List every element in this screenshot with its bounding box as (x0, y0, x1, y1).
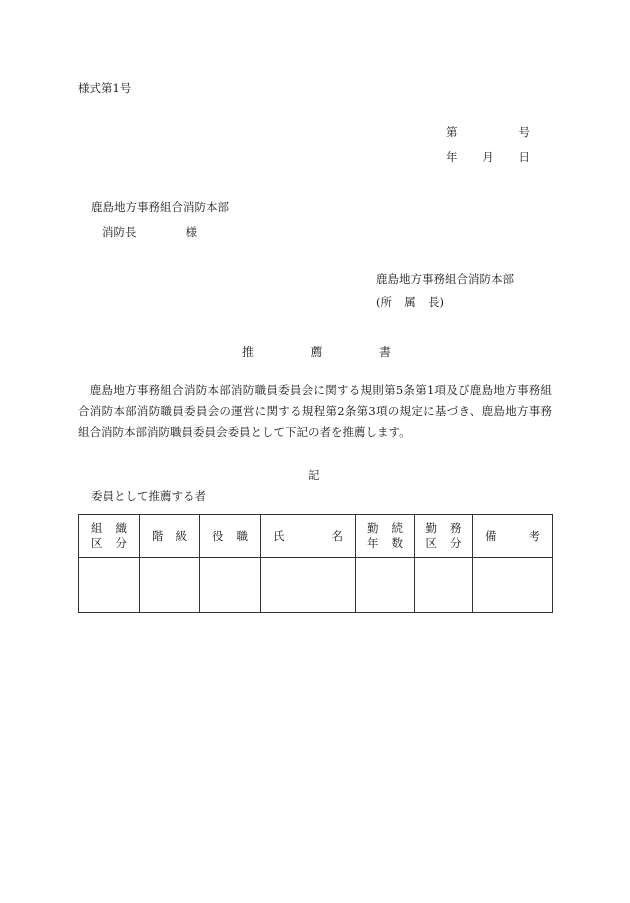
header-char: 織 (115, 521, 127, 535)
cell-org-division[interactable] (79, 558, 140, 613)
nominee-table (78, 514, 553, 613)
header-char: 続 (391, 521, 403, 535)
title-char: 書 (378, 345, 391, 359)
cell-position[interactable] (200, 558, 261, 613)
header-char: 氏 (273, 529, 285, 543)
header-work-division (415, 515, 473, 558)
document-number-line (446, 127, 530, 139)
addressee-honorific: 様 (185, 225, 197, 239)
cell-remarks[interactable] (473, 558, 553, 613)
body-paragraph-text: 鹿島地方事務組合消防本部消防職員委員会に関する規則第5条第1項及び鹿島地方事務組合消防本部消防職員委員会の運営に関する規程第2条第3項の規定に基づき、鹿島地方事務組合消防本部消防職員委員会委員として下記の者を推薦します。 (78, 383, 552, 439)
header-remarks (473, 515, 553, 558)
cell-name[interactable] (261, 558, 356, 613)
header-char: 考 (528, 529, 540, 543)
number-suffix: 号 (518, 125, 530, 139)
header-char: 数 (391, 536, 403, 550)
header-char: 役 (212, 529, 224, 543)
date-day: 日 (518, 150, 530, 164)
table-header-row (79, 515, 553, 558)
header-years-of-service (356, 515, 415, 558)
header-char: 階 (152, 529, 164, 543)
sender-title-char: (所 (376, 295, 392, 309)
title-char: 薦 (310, 345, 323, 359)
title-char: 推 (242, 345, 255, 359)
header-char: 職 (236, 529, 248, 543)
document-title (242, 346, 391, 358)
sender-title-char: 長) (428, 295, 444, 309)
addressee-title-line (102, 227, 197, 239)
header-rank (140, 515, 200, 558)
form-number: 様式第1号 (78, 81, 132, 95)
cell-years-of-service[interactable] (356, 558, 415, 613)
header-char: 組 (91, 521, 103, 535)
table-row (79, 558, 553, 613)
date-month: 月 (482, 150, 494, 164)
header-char: 勤 (367, 521, 379, 535)
cell-work-division[interactable] (415, 558, 473, 613)
header-char: 務 (450, 521, 462, 535)
sender-organization: 鹿島地方事務組合消防本部 (376, 272, 514, 286)
header-char: 区 (425, 536, 437, 550)
addressee-organization: 鹿島地方事務組合消防本部 (91, 200, 229, 214)
header-name (261, 515, 356, 558)
header-char: 名 (331, 529, 343, 543)
header-char: 年 (367, 536, 379, 550)
date-line (446, 152, 530, 164)
sender-title-char: 属 (404, 295, 416, 309)
header-org-division (79, 515, 140, 558)
header-char: 区 (91, 536, 103, 550)
ki-label: 記 (308, 468, 320, 482)
date-year: 年 (446, 150, 458, 164)
number-prefix: 第 (446, 125, 458, 139)
header-char: 勤 (425, 521, 437, 535)
header-char: 分 (115, 536, 127, 550)
header-position (200, 515, 261, 558)
body-paragraph (78, 380, 552, 443)
header-char: 分 (450, 536, 462, 550)
header-char: 備 (485, 529, 497, 543)
table-caption: 委員として推薦する者 (91, 489, 206, 503)
sender-title (376, 297, 444, 309)
cell-rank[interactable] (140, 558, 200, 613)
addressee-title: 消防長 (102, 225, 137, 239)
header-char: 級 (175, 529, 187, 543)
